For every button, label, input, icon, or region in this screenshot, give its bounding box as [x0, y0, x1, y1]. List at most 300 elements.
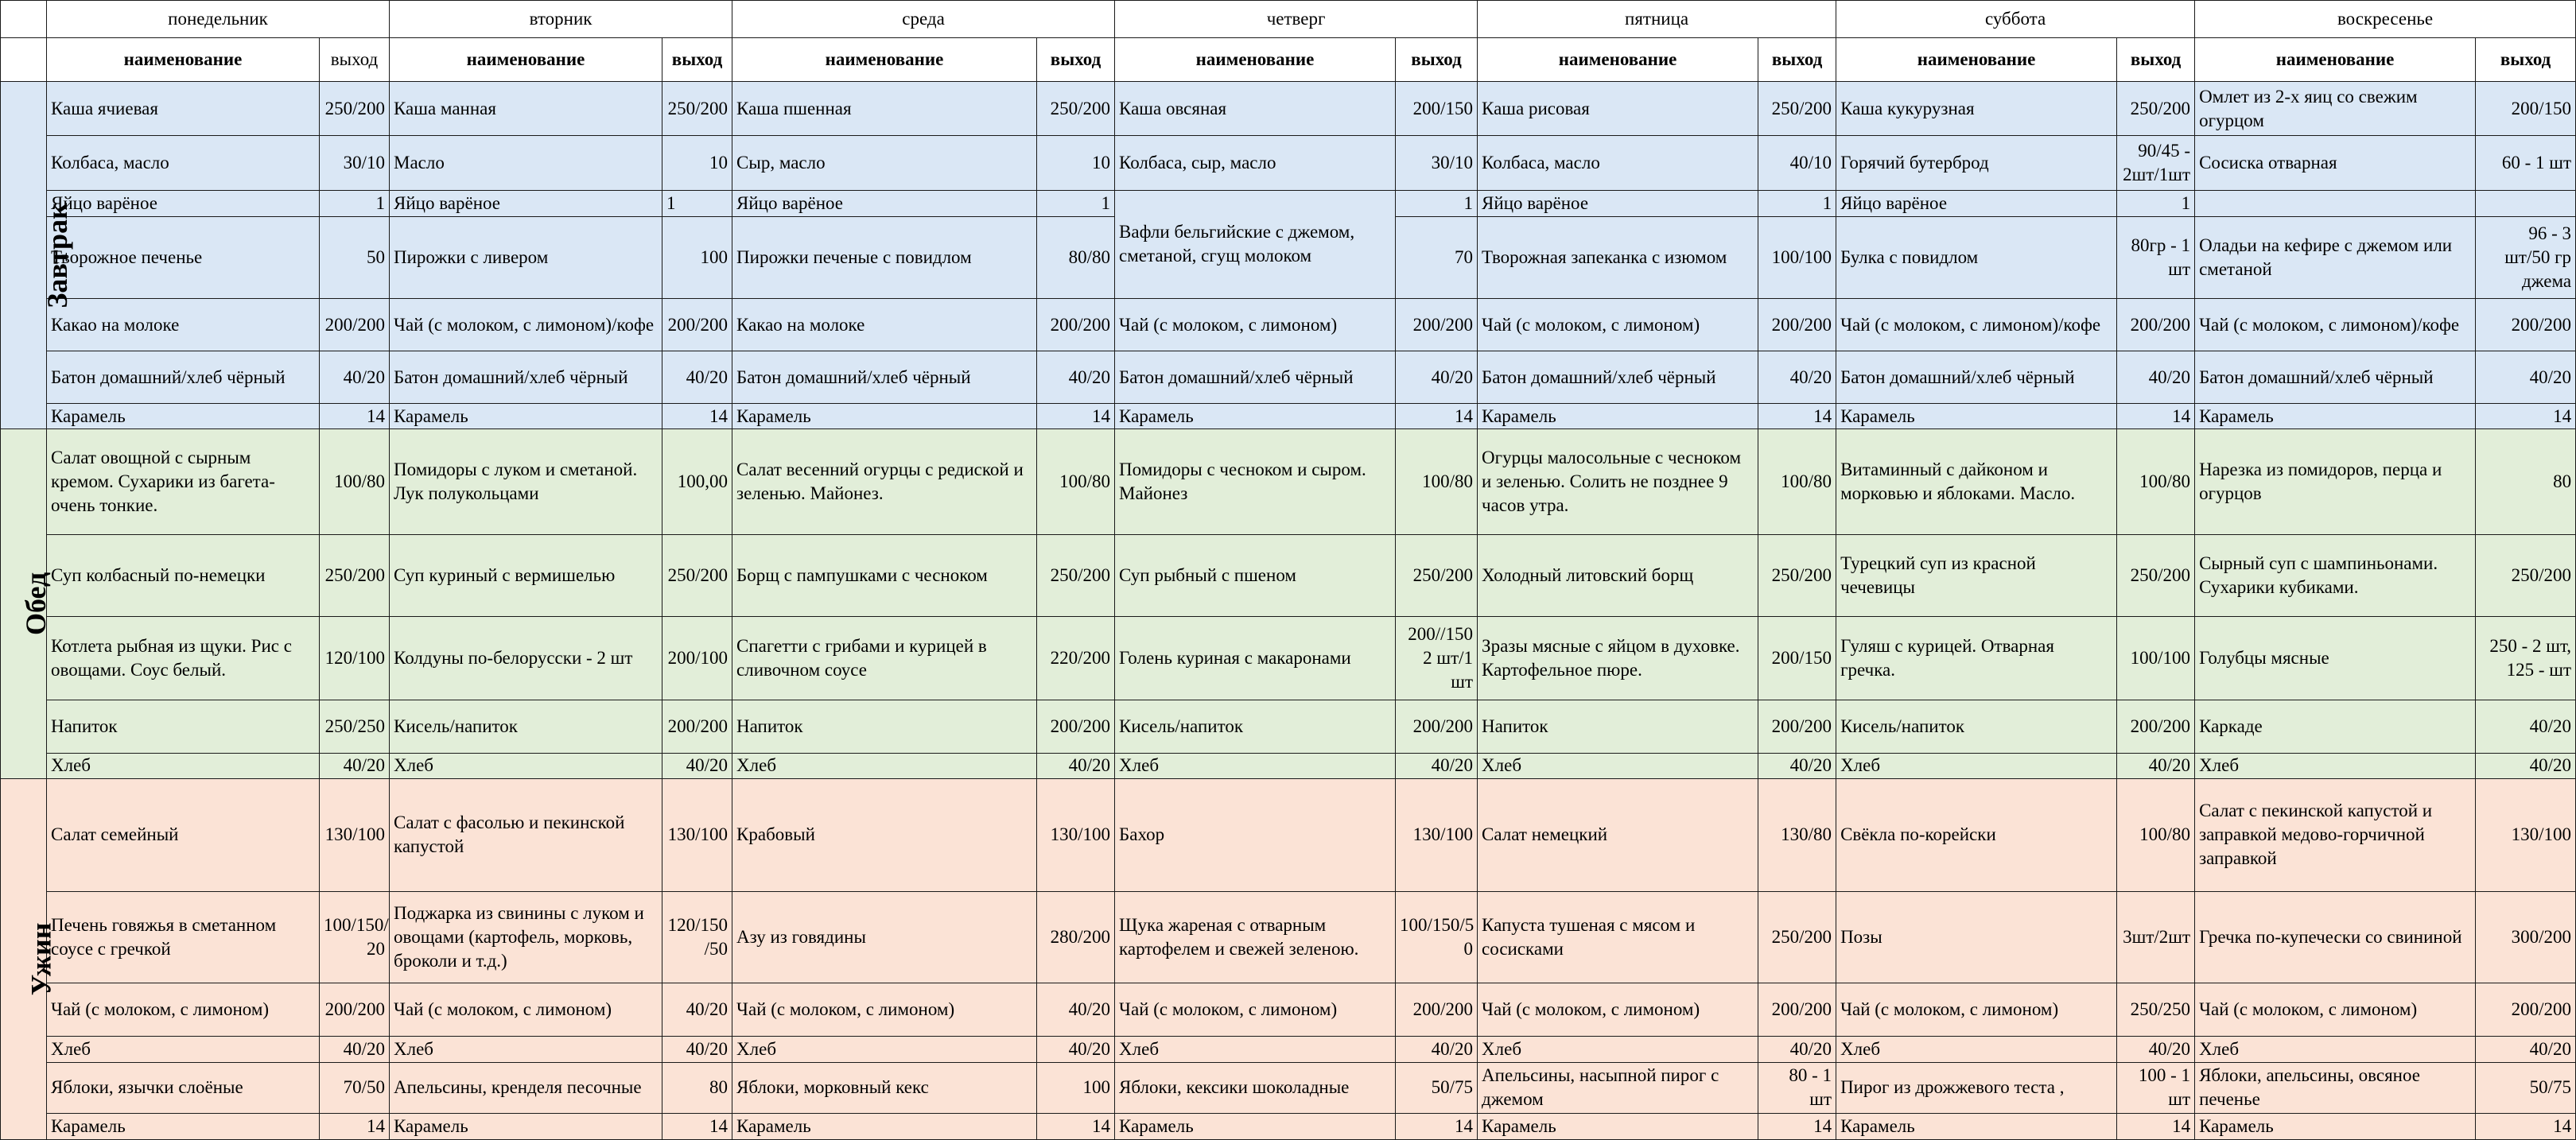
dish-yield: 80/80 [1037, 216, 1115, 298]
dish-yield: 40/20 [1037, 753, 1115, 778]
dish-yield: 100,00 [662, 429, 732, 534]
dish-yield: 40/20 [1037, 351, 1115, 404]
dish-name: Кисель/напиток [1836, 700, 2117, 753]
meal-label-breakfast [1, 82, 73, 429]
dish-name: Поджарка из свинины с луком и овощами (картофель, морковь, броколи и т.д.) [390, 891, 662, 983]
dinner-row [1, 891, 2576, 983]
dish-yield: 14 [1037, 1113, 1115, 1139]
dish-yield: 130/100 [320, 778, 390, 891]
dish-name: Хлеб [1115, 1036, 1396, 1062]
dish-yield: 100/150/5 0 [1396, 891, 1478, 983]
dish-name: Котлета рыбная из щуки. Рис с овощами. Соус белый. [47, 617, 320, 700]
dish-name: Гуляш с курицей. Отварная гречка. [1836, 617, 2117, 700]
dish-name: Батон домашний/хлеб чёрный [1836, 351, 2117, 404]
lunch-row [1, 753, 2576, 778]
meal-label-text: Завтрак [41, 202, 73, 308]
dish-yield: 1 [1396, 190, 1478, 216]
dish-name: Суп колбасный по-немецки [47, 534, 320, 616]
breakfast-row [1, 404, 2576, 429]
dish-name: Карамель [1836, 1113, 2117, 1139]
dish-name: Хлеб [1836, 753, 2117, 778]
day-header-wednesday: среда [732, 1, 1115, 38]
dish-yield: 250/200 [1758, 891, 1836, 983]
corner-cell [1, 38, 47, 82]
dish-name: Спагетти с грибами и курицей в сливочном соусе [732, 617, 1037, 700]
dish-yield: 200/150 [1758, 617, 1836, 700]
dish-name: Творожная запеканка с изюмом [1478, 216, 1758, 298]
meal-label-text: Ужин [25, 922, 57, 996]
dish-name: Турецкий суп из красной чечевицы [1836, 534, 2117, 616]
dish-name: Чай (с молоком, с лимоном) [2195, 983, 2476, 1036]
dish-name: Хлеб [390, 1036, 662, 1062]
dish-yield: 80гр - 1 шт [2117, 216, 2195, 298]
dish-yield: 130/100 [662, 778, 732, 891]
dish-yield: 40/20 [1396, 753, 1478, 778]
dish-yield: 250/200 [1758, 534, 1836, 616]
dish-name: Яйцо варёное [1836, 190, 2117, 216]
dish-yield: 14 [1758, 1113, 1836, 1139]
dish-name: Сырный суп с шампиньонами. Сухарики кубиками. [2195, 534, 2476, 616]
dish-name: Каркаде [2195, 700, 2476, 753]
dish-yield: 100/80 [1037, 429, 1115, 534]
dish-name: Салат с фасолью и пекинской капустой [390, 778, 662, 891]
dish-name: Чай (с молоком, с лимоном) [390, 983, 662, 1036]
dish-yield: 100/100 [1758, 216, 1836, 298]
dish-yield: 100/80 [2117, 429, 2195, 534]
dish-name: Салат весенний огурцы с редиской и зеленью. Майонез. [732, 429, 1037, 534]
day-header-thursday: четверг [1115, 1, 1478, 38]
dish-yield: 40/20 [1037, 1036, 1115, 1062]
dish-yield: 3шт/2шт [2117, 891, 2195, 983]
dish-name: Хлеб [47, 1036, 320, 1062]
dish-name: Борщ с пампушками с чесноком [732, 534, 1037, 616]
dish-name: Кисель/напиток [390, 700, 662, 753]
dinner-row [1, 778, 2576, 891]
dish-yield: 40/20 [1758, 1036, 1836, 1062]
column-header-out-friday: выход [1758, 38, 1836, 82]
dish-name: Вафли бельгийские с джемом, сметаной, сгущ молоком [1115, 190, 1396, 299]
lunch-row [1, 617, 2576, 700]
dish-name: Салат с пекинской капустой и заправкой медово-горчичной заправкой [2195, 778, 2476, 891]
dish-yield: 130/100 [1396, 778, 1478, 891]
dish-name: Хлеб [1478, 1036, 1758, 1062]
dish-yield: 200/200 [1396, 983, 1478, 1036]
dish-name: Яйцо варёное [47, 190, 320, 216]
dish-name: Карамель [1478, 1113, 1758, 1139]
column-header-name-monday: наименование [47, 38, 320, 82]
dish-name: Салат овощной с сырным кремом. Сухарики из багета- очень тонкие. [47, 429, 320, 534]
dish-name: Гречка по-купечески со свининой [2195, 891, 2476, 983]
dish-yield: 1 [1037, 190, 1115, 216]
dish-yield: 130/100 [1037, 778, 1115, 891]
dish-yield: 250/200 [1396, 534, 1478, 616]
dish-yield: 200/200 [1396, 700, 1478, 753]
dish-name: Чай (с молоком, с лимоном) [1478, 299, 1758, 351]
dish-name: Хлеб [1836, 1036, 2117, 1062]
dish-name: Пирожки печеные с повидлом [732, 216, 1037, 298]
dish-yield: 100/150/ 20 [320, 891, 390, 983]
dish-yield: 96 - 3 шт/50 гр джема [2476, 216, 2576, 298]
dish-name: Кисель/напиток [1115, 700, 1396, 753]
dish-name: Батон домашний/хлеб чёрный [732, 351, 1037, 404]
dinner-row [1, 1036, 2576, 1062]
dish-name: Колбаса, масло [47, 136, 320, 190]
dish-yield: 130/80 [1758, 778, 1836, 891]
dish-name: Салат немецкий [1478, 778, 1758, 891]
dish-name: Чай (с молоком, с лимоном) [1478, 983, 1758, 1036]
dish-yield: 300/200 [2476, 891, 2576, 983]
dish-yield: 80 [2476, 429, 2576, 534]
dish-yield: 14 [662, 1113, 732, 1139]
dish-yield: 200/200 [1396, 299, 1478, 351]
day-header-friday: пятница [1478, 1, 1836, 38]
dish-yield: 1 [662, 190, 732, 216]
dish-name: Свёкла по-корейски [1836, 778, 2117, 891]
dish-name: Хлеб [2195, 1036, 2476, 1062]
meal-label-lunch [1, 429, 52, 778]
dinner-row [1, 983, 2576, 1036]
lunch-row [1, 700, 2576, 753]
dish-yield: 200/200 [2117, 299, 2195, 351]
dish-yield: 200/200 [1758, 299, 1836, 351]
dish-name: Карамель [47, 404, 320, 429]
dish-yield: 50/75 [1396, 1062, 1478, 1113]
dish-yield: 100/80 [2117, 778, 2195, 891]
dish-name: Чай (с молоком, с лимоном) [1115, 299, 1396, 351]
dish-name: Чай (с молоком, с лимоном) [47, 983, 320, 1036]
dish-yield: 14 [662, 404, 732, 429]
dish-name: Зразы мясные с яйцом в духовке. Картофельное пюре. [1478, 617, 1758, 700]
dish-name: Какао на молоке [47, 299, 320, 351]
dish-yield: 250/200 [320, 534, 390, 616]
dish-yield: 40/20 [2476, 351, 2576, 404]
dish-yield: 100/80 [1396, 429, 1478, 534]
dish-yield: 200/200 [1758, 983, 1836, 1036]
dish-yield: 200/200 [1037, 299, 1115, 351]
dish-yield: 40/10 [1758, 136, 1836, 190]
dish-name [2195, 190, 2476, 216]
dish-yield: 250/200 [662, 534, 732, 616]
dish-yield: 60 - 1 шт [2476, 136, 2576, 190]
column-header-out-sunday: выход [2476, 38, 2576, 82]
column-header-out-wednesday: выход [1037, 38, 1115, 82]
dish-name: Каша овсяная [1115, 82, 1396, 136]
dish-name: Горячий бутерброд [1836, 136, 2117, 190]
column-header-name-tuesday: наименование [390, 38, 662, 82]
dish-yield: 100/80 [320, 429, 390, 534]
dish-name: Бахор [1115, 778, 1396, 891]
dish-name: Чай (с молоком, с лимоном)/кофе [390, 299, 662, 351]
column-header-name-thursday: наименование [1115, 38, 1396, 82]
dish-yield: 200/150 [1396, 82, 1478, 136]
dish-name: Чай (с молоком, с лимоном)/кофе [2195, 299, 2476, 351]
dish-name: Салат семейный [47, 778, 320, 891]
dinner-row [1, 1062, 2576, 1113]
dish-yield: 40/20 [320, 753, 390, 778]
dish-yield: 130/100 [2476, 778, 2576, 891]
dish-yield: 200/200 [662, 299, 732, 351]
dish-yield: 70/50 [320, 1062, 390, 1113]
dish-name: Капуста тушеная с мясом и сосисками [1478, 891, 1758, 983]
dish-name: Карамель [390, 404, 662, 429]
dish-yield: 70 [1396, 216, 1478, 298]
dish-yield: 200/100 [662, 617, 732, 700]
lunch-row [1, 534, 2576, 616]
menu-body [1, 82, 2576, 1140]
dish-yield: 200/150 [2476, 82, 2576, 136]
breakfast-row [1, 136, 2576, 190]
dish-yield: 14 [2476, 404, 2576, 429]
dish-name: Яблоки, морковный кекс [732, 1062, 1037, 1113]
dish-name: Пирожки с ливером [390, 216, 662, 298]
dish-yield: 40/20 [1758, 753, 1836, 778]
day-header-saturday: суббота [1836, 1, 2195, 38]
column-header-out-monday: выход [320, 38, 390, 82]
dish-name: Апельсины, кренделя песочные [390, 1062, 662, 1113]
dish-yield: 200/200 [2476, 299, 2576, 351]
dish-yield: 40/20 [662, 983, 732, 1036]
day-header-row [1, 1, 2576, 38]
dish-name: Творожное печенье [47, 216, 320, 298]
column-header-out-thursday: выход [1396, 38, 1478, 82]
dish-name: Карамель [1115, 404, 1396, 429]
dish-name: Пирог из дрожжевого теста , [1836, 1062, 2117, 1113]
dish-yield: 200/200 [320, 983, 390, 1036]
dish-yield: 50 [320, 216, 390, 298]
dish-yield: 50/75 [2476, 1062, 2576, 1113]
dish-yield: 40/20 [1037, 983, 1115, 1036]
dish-yield: 100 [1037, 1062, 1115, 1113]
dish-yield: 200//150 2 шт/1 шт [1396, 617, 1478, 700]
dish-yield: 40/20 [1396, 351, 1478, 404]
dish-yield: 200/200 [2117, 700, 2195, 753]
dish-yield: 14 [2117, 404, 2195, 429]
dish-name: Колбаса, масло [1478, 136, 1758, 190]
dish-name: Каша ячиевая [47, 82, 320, 136]
dish-yield: 40/20 [2117, 753, 2195, 778]
dish-name: Голень куриная с макаронами [1115, 617, 1396, 700]
dish-yield: 14 [2476, 1113, 2576, 1139]
dish-yield [2476, 190, 2576, 216]
dish-name: Карамель [2195, 1113, 2476, 1139]
dish-name: Напиток [47, 700, 320, 753]
dish-name: Хлеб [47, 753, 320, 778]
dish-yield: 40/20 [662, 753, 732, 778]
dish-yield: 250/200 [2117, 534, 2195, 616]
dish-yield: 40/20 [662, 351, 732, 404]
dish-name: Каша манная [390, 82, 662, 136]
dish-yield: 100 - 1 шт [2117, 1062, 2195, 1113]
dish-yield: 14 [320, 1113, 390, 1139]
dish-name: Батон домашний/хлеб чёрный [1478, 351, 1758, 404]
column-header-name-sunday: наименование [2195, 38, 2476, 82]
dish-yield: 40/20 [662, 1036, 732, 1062]
dish-yield: 40/20 [2476, 700, 2576, 753]
dish-name: Нарезка из помидоров, перца и огурцов [2195, 429, 2476, 534]
dish-name: Карамель [732, 404, 1037, 429]
dish-name: Позы [1836, 891, 2117, 983]
column-header-name-wednesday: наименование [732, 38, 1037, 82]
dish-name: Яблоки, апельсины, овсяное печенье [2195, 1062, 2476, 1113]
dish-name: Щука жареная с отварным картофелем и свежей зеленою. [1115, 891, 1396, 983]
dish-yield: 100 [662, 216, 732, 298]
breakfast-row [1, 190, 2576, 216]
dish-name: Суп куриный с вермишелью [390, 534, 662, 616]
corner-cell [1, 1, 47, 38]
dish-yield: 250/200 [1037, 534, 1115, 616]
dish-name: Масло [390, 136, 662, 190]
dish-yield: 30/10 [320, 136, 390, 190]
dish-yield: 250/200 [320, 82, 390, 136]
dish-name: Батон домашний/хлеб чёрный [2195, 351, 2476, 404]
day-header-sunday: воскресенье [2195, 1, 2576, 38]
dish-name: Карамель [2195, 404, 2476, 429]
column-header-out-tuesday: выход [662, 38, 732, 82]
dish-yield: 40/20 [320, 1036, 390, 1062]
dish-yield: 200/200 [662, 700, 732, 753]
dish-name: Батон домашний/хлеб чёрный [47, 351, 320, 404]
dish-name: Чай (с молоком, с лимоном) [1115, 983, 1396, 1036]
dish-yield: 200/200 [1037, 700, 1115, 753]
dish-name: Хлеб [732, 753, 1037, 778]
dish-name: Батон домашний/хлеб чёрный [390, 351, 662, 404]
dish-yield: 120/100 [320, 617, 390, 700]
dish-name: Карамель [47, 1113, 320, 1139]
day-header-tuesday: вторник [390, 1, 732, 38]
dish-yield: 14 [2117, 1113, 2195, 1139]
dish-name: Огурцы малосольные с чесноком и зеленью. Солить не позднее 9 часов утра. [1478, 429, 1758, 534]
dish-name: Азу из говядины [732, 891, 1037, 983]
dish-name: Хлеб [390, 753, 662, 778]
dish-name: Голубцы мясные [2195, 617, 2476, 700]
dish-yield: 40/20 [1758, 351, 1836, 404]
dish-name: Яблоки, кексики шоколадные [1115, 1062, 1396, 1113]
dish-name: Булка с повидлом [1836, 216, 2117, 298]
dish-yield: 10 [662, 136, 732, 190]
dish-yield: 100/80 [1758, 429, 1836, 534]
dish-yield: 200/200 [320, 299, 390, 351]
dish-name: Помидоры с чесноком и сыром. Майонез [1115, 429, 1396, 534]
dish-yield: 250/250 [320, 700, 390, 753]
dish-yield: 1 [1758, 190, 1836, 216]
dish-yield: 250/200 [2476, 534, 2576, 616]
dish-name: Напиток [1478, 700, 1758, 753]
dish-name: Какао на молоке [732, 299, 1037, 351]
sub-header-row [1, 38, 2576, 82]
dish-name: Хлеб [1115, 753, 1396, 778]
day-header-monday: понедельник [47, 1, 390, 38]
dish-name: Помидоры с луком и сметаной. Лук полукольцами [390, 429, 662, 534]
dish-name: Печень говяжья в сметанном соусе с гречкой [47, 891, 320, 983]
dish-yield: 220/200 [1037, 617, 1115, 700]
dish-name: Омлет из 2-х яиц со свежим огурцом [2195, 82, 2476, 136]
dish-name: Колбаса, сыр, масло [1115, 136, 1396, 190]
dinner-row [1, 1113, 2576, 1139]
dish-yield: 90/45 - 2шт/1шт [2117, 136, 2195, 190]
dish-yield: 14 [1037, 404, 1115, 429]
dish-yield: 1 [320, 190, 390, 216]
dish-yield: 250/200 [2117, 82, 2195, 136]
dish-yield: 280/200 [1037, 891, 1115, 983]
dish-yield: 100/100 [2117, 617, 2195, 700]
dish-name: Каша кукурузная [1836, 82, 2117, 136]
breakfast-row [1, 82, 2576, 136]
dish-name: Колдуны по-белорусски - 2 шт [390, 617, 662, 700]
dish-name: Апельсины, насыпной пирог с джемом [1478, 1062, 1758, 1113]
dish-name: Яблоки, язычки слоёные [47, 1062, 320, 1113]
dish-yield: 250/200 [662, 82, 732, 136]
dish-name: Хлеб [732, 1036, 1037, 1062]
dish-yield: 80 [662, 1062, 732, 1113]
dish-name: Яйцо варёное [1478, 190, 1758, 216]
dish-yield: 200/200 [2476, 983, 2576, 1036]
dish-name: Чай (с молоком, с лимоном) [1836, 983, 2117, 1036]
column-header-out-saturday: выход [2117, 38, 2195, 82]
dish-name: Карамель [1115, 1113, 1396, 1139]
column-header-name-saturday: наименование [1836, 38, 2117, 82]
dish-yield: 40/20 [320, 351, 390, 404]
dish-name: Карамель [1478, 404, 1758, 429]
dish-yield: 40/20 [2117, 1036, 2195, 1062]
lunch-row [1, 429, 2576, 534]
dish-name: Каша рисовая [1478, 82, 1758, 136]
meal-label-text: Обед [20, 572, 52, 636]
dish-name: Суп рыбный с пшеном [1115, 534, 1396, 616]
dish-yield: 200/200 [1758, 700, 1836, 753]
dish-name: Чай (с молоком, с лимоном)/кофе [1836, 299, 2117, 351]
dish-name: Батон домашний/хлеб чёрный [1115, 351, 1396, 404]
dish-yield: 80 - 1 шт [1758, 1062, 1836, 1113]
dish-yield: 14 [1396, 404, 1478, 429]
dish-name: Хлеб [2195, 753, 2476, 778]
dish-yield: 250/250 [2117, 983, 2195, 1036]
dish-yield: 40/20 [1396, 1036, 1478, 1062]
meal-label-dinner [1, 778, 57, 1139]
dish-name: Напиток [732, 700, 1037, 753]
breakfast-row [1, 299, 2576, 351]
dish-name: Витаминный с дайконом и морковью и яблоками. Масло. [1836, 429, 2117, 534]
dish-name: Сосиска отварная [2195, 136, 2476, 190]
dish-yield: 40/20 [2476, 1036, 2576, 1062]
dish-name: Карамель [1836, 404, 2117, 429]
dish-name: Карамель [732, 1113, 1037, 1139]
dish-name: Холодный литовский борщ [1478, 534, 1758, 616]
dish-yield: 40/20 [2476, 753, 2576, 778]
dish-yield: 120/150 /50 [662, 891, 732, 983]
dish-name: Чай (с молоком, с лимоном) [732, 983, 1037, 1036]
dish-name: Оладьи на кефире с джемом или сметаной [2195, 216, 2476, 298]
dish-yield: 14 [1758, 404, 1836, 429]
dish-yield: 14 [1396, 1113, 1478, 1139]
dish-yield: 30/10 [1396, 136, 1478, 190]
dish-yield: 250/200 [1037, 82, 1115, 136]
dish-yield: 250 - 2 шт, 125 - шт [2476, 617, 2576, 700]
dish-name: Крабовый [732, 778, 1037, 891]
dish-yield: 14 [320, 404, 390, 429]
dish-name: Яйцо варёное [390, 190, 662, 216]
dish-name: Карамель [390, 1113, 662, 1139]
dish-name: Хлеб [1478, 753, 1758, 778]
dish-yield: 1 [2117, 190, 2195, 216]
dish-name: Сыр, масло [732, 136, 1037, 190]
dish-name: Каша пшенная [732, 82, 1037, 136]
dish-yield: 10 [1037, 136, 1115, 190]
dish-yield: 250/200 [1758, 82, 1836, 136]
breakfast-row [1, 351, 2576, 404]
column-header-name-friday: наименование [1478, 38, 1758, 82]
dish-name: Яйцо варёное [732, 190, 1037, 216]
dish-yield: 40/20 [2117, 351, 2195, 404]
